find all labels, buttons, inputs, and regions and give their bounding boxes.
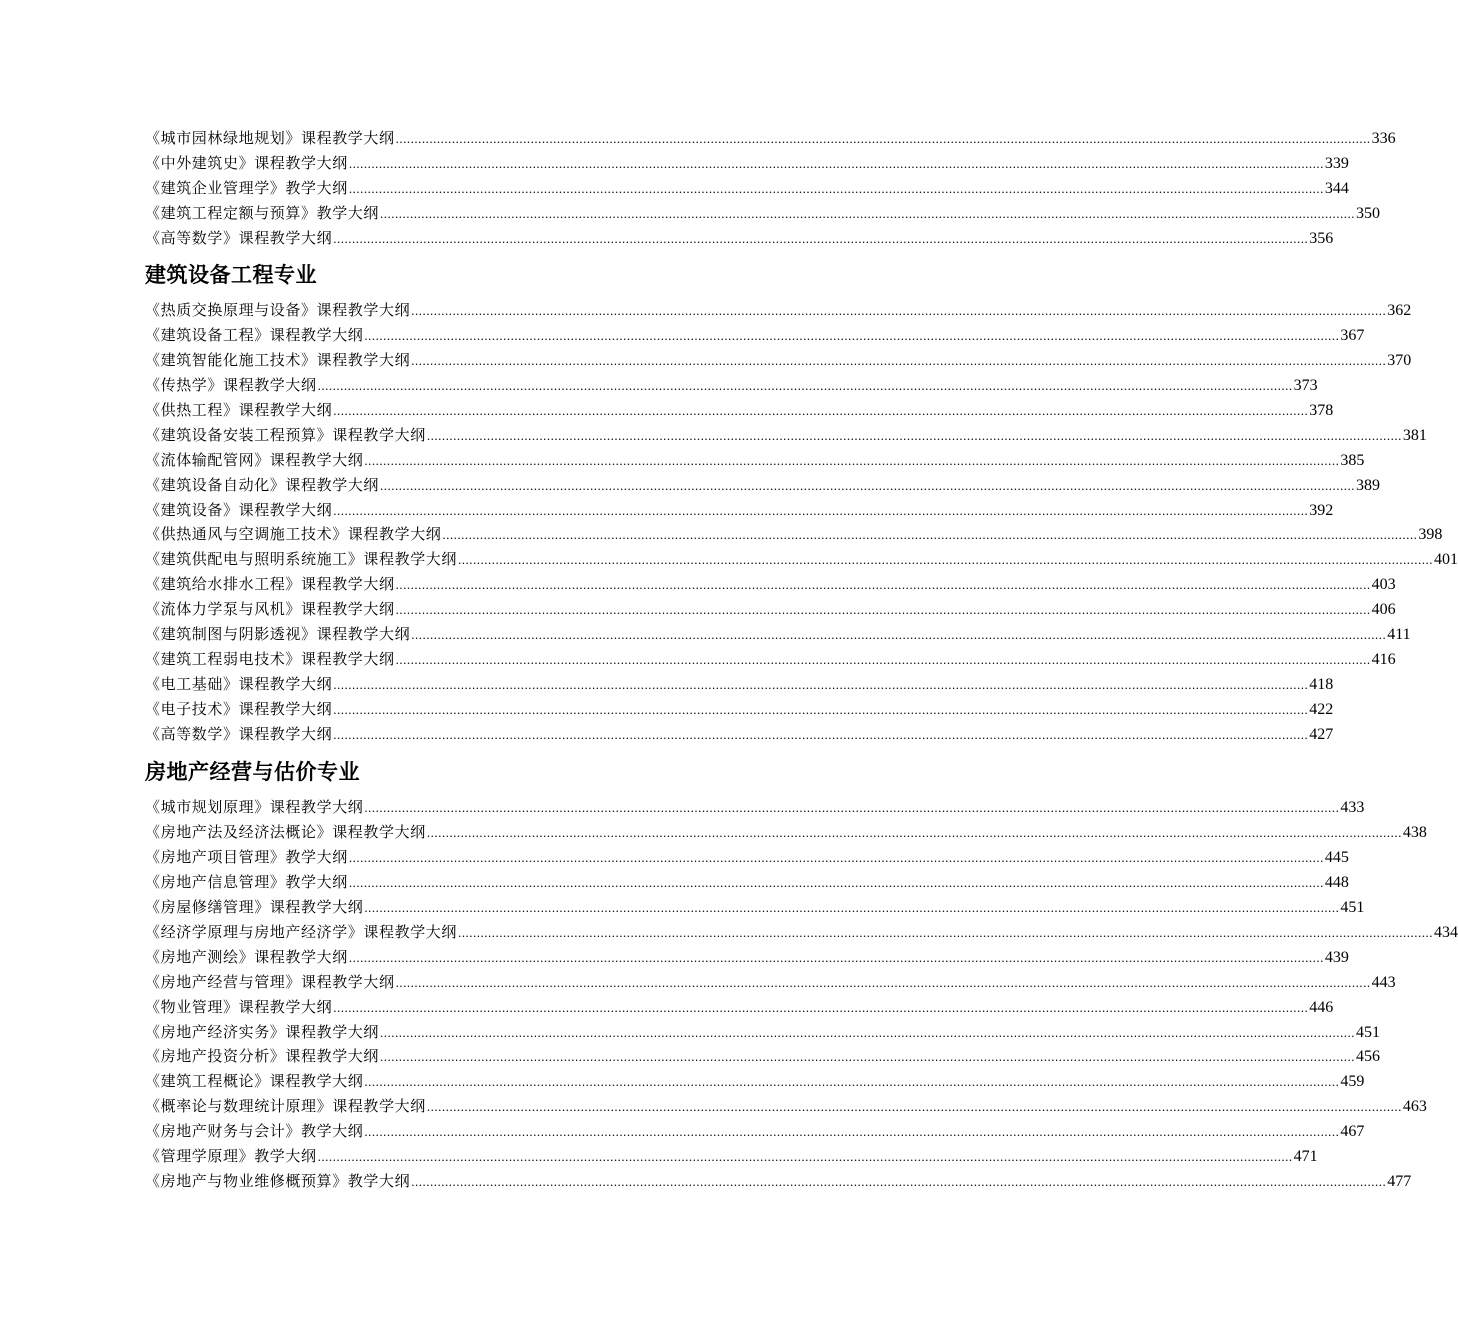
toc-entry[interactable] bbox=[145, 201, 1381, 226]
toc-entry-title: 《中外建筑史》课程教学大纲 bbox=[145, 153, 348, 172]
toc-dot-leader: .................................................................................................................................................................................................................................................................... bbox=[380, 1024, 1356, 1040]
toc-dot-leader: .................................................................................................................................................................................................................................................................... bbox=[411, 627, 1387, 643]
toc-entry-page-number: 406 bbox=[1371, 601, 1396, 619]
toc-entry-page-number: 367 bbox=[1340, 327, 1365, 345]
toc-entry-page-number: 439 bbox=[1324, 948, 1349, 966]
toc-entry-page-number: 433 bbox=[1340, 799, 1365, 817]
toc-entry-title: 《建筑制图与阴影透视》课程教学大纲 bbox=[145, 625, 411, 644]
toc-entry-page-number: 434 bbox=[1434, 923, 1458, 941]
toc-entry-title: 《城市规划原理》课程教学大纲 bbox=[145, 798, 364, 817]
toc-dot-leader: .................................................................................................................................................................................................................................................................... bbox=[364, 1074, 1340, 1090]
toc-entry[interactable] bbox=[145, 597, 1396, 622]
toc-entry[interactable] bbox=[145, 1020, 1381, 1045]
toc-dot-leader: .................................................................................................................................................................................................................................................................... bbox=[442, 527, 1418, 543]
toc-entry-title: 《流体力学泵与风机》课程教学大纲 bbox=[145, 600, 395, 619]
toc-entry-page-number: 403 bbox=[1371, 576, 1396, 594]
toc-entry-title: 《建筑设备自动化》课程教学大纲 bbox=[145, 475, 380, 494]
toc-entry-title: 《房地产经营与管理》课程教学大纲 bbox=[145, 972, 395, 991]
toc-entry-page-number: 427 bbox=[1309, 725, 1334, 743]
toc-entry-title: 《房地产投资分析》课程教学大纲 bbox=[145, 1047, 380, 1066]
toc-entry[interactable] bbox=[145, 697, 1334, 722]
toc-dot-leader: .................................................................................................................................................................................................................................................................... bbox=[333, 726, 1309, 742]
toc-entry[interactable] bbox=[145, 176, 1349, 201]
toc-dot-leader: .................................................................................................................................................................................................................................................................... bbox=[411, 1173, 1387, 1189]
toc-entry-title: 《房地产项目管理》教学大纲 bbox=[145, 848, 348, 867]
toc-entry-page-number: 370 bbox=[1387, 352, 1412, 370]
toc-entry[interactable] bbox=[145, 820, 1427, 845]
toc-entry-page-number: 471 bbox=[1293, 1147, 1318, 1165]
toc-entry-page-number: 385 bbox=[1340, 451, 1365, 469]
toc-entry-title: 《高等数学》课程教学大纲 bbox=[145, 228, 333, 247]
toc-entry-title: 《房地产法及经济法概论》课程教学大纲 bbox=[145, 823, 426, 842]
toc-entry-title: 《传热学》课程教学大纲 bbox=[145, 376, 317, 395]
toc-entry[interactable] bbox=[145, 647, 1396, 672]
toc-entry-page-number: 362 bbox=[1387, 302, 1412, 320]
toc-dot-leader: .................................................................................................................................................................................................................................................................... bbox=[333, 999, 1309, 1015]
toc-entry-page-number: 451 bbox=[1340, 899, 1365, 917]
toc-dot-leader: .................................................................................................................................................................................................................................................................... bbox=[364, 328, 1340, 344]
toc-entry-page-number: 350 bbox=[1356, 204, 1381, 222]
toc-entry-page-number: 392 bbox=[1309, 501, 1334, 519]
toc-entry-title: 《物业管理》课程教学大纲 bbox=[145, 997, 333, 1016]
toc-entry-title: 《概率论与数理统计原理》课程教学大纲 bbox=[145, 1097, 426, 1116]
toc-dot-leader: .................................................................................................................................................................................................................................................................... bbox=[458, 924, 1434, 940]
toc-section-real-estate bbox=[145, 795, 1458, 1193]
toc-entry-page-number: 456 bbox=[1356, 1048, 1381, 1066]
toc-entry[interactable] bbox=[145, 1169, 1412, 1194]
toc-entry[interactable] bbox=[145, 870, 1349, 895]
toc-entry-title: 《建筑企业管理学》教学大纲 bbox=[145, 178, 348, 197]
toc-dot-leader: .................................................................................................................................................................................................................................................................... bbox=[348, 875, 1324, 891]
toc-dot-leader: .................................................................................................................................................................................................................................................................... bbox=[411, 303, 1387, 319]
toc-entry[interactable] bbox=[145, 672, 1334, 697]
toc-entry-page-number: 389 bbox=[1356, 476, 1381, 494]
toc-entry-page-number: 422 bbox=[1309, 700, 1334, 718]
toc-entry-title: 《建筑工程定额与预算》教学大纲 bbox=[145, 203, 380, 222]
toc-entry[interactable] bbox=[145, 795, 1365, 820]
toc-dot-leader: .................................................................................................................................................................................................................................................................... bbox=[348, 949, 1324, 965]
toc-entry-page-number: 373 bbox=[1293, 377, 1318, 395]
toc-entry-title: 《建筑工程概论》课程教学大纲 bbox=[145, 1072, 364, 1091]
toc-entry[interactable] bbox=[145, 298, 1412, 323]
toc-entry[interactable] bbox=[145, 498, 1334, 523]
toc-entry-page-number: 445 bbox=[1324, 849, 1349, 867]
toc-entry[interactable] bbox=[145, 945, 1349, 970]
toc-entry-title: 《建筑设备工程》课程教学大纲 bbox=[145, 326, 364, 345]
toc-dot-leader: .................................................................................................................................................................................................................................................................... bbox=[317, 1148, 1293, 1164]
toc-dot-leader: .................................................................................................................................................................................................................................................................... bbox=[395, 131, 1371, 146]
toc-section-continued bbox=[145, 126, 1396, 250]
toc-entry-page-number: 451 bbox=[1356, 1023, 1381, 1041]
section-heading-building-equipment: 建筑设备工程专业 bbox=[145, 263, 317, 288]
toc-entry[interactable] bbox=[145, 373, 1318, 398]
toc-dot-leader: .................................................................................................................................................................................................................................................................... bbox=[395, 577, 1371, 593]
toc-dot-leader: .................................................................................................................................................................................................................................................................... bbox=[364, 452, 1340, 468]
toc-entry[interactable] bbox=[145, 722, 1334, 747]
toc-entry-page-number: 356 bbox=[1309, 229, 1334, 247]
toc-entry-title: 《房地产测绘》课程教学大纲 bbox=[145, 947, 348, 966]
toc-entry-title: 《经济学原理与房地产经济学》课程教学大纲 bbox=[145, 922, 458, 941]
toc-entry-title: 《热质交换原理与设备》课程教学大纲 bbox=[145, 301, 411, 320]
toc-entry[interactable] bbox=[145, 323, 1365, 348]
toc-entry-title: 《房屋修缮管理》课程教学大纲 bbox=[145, 898, 364, 917]
toc-entry-title: 《建筑供配电与照明系统施工》课程教学大纲 bbox=[145, 550, 458, 569]
toc-entry[interactable] bbox=[145, 126, 1396, 151]
toc-entry-page-number: 438 bbox=[1402, 824, 1427, 842]
toc-entry[interactable] bbox=[145, 1094, 1427, 1119]
toc-entry-page-number: 344 bbox=[1324, 179, 1349, 197]
toc-entry[interactable] bbox=[145, 1044, 1381, 1069]
toc-entry[interactable] bbox=[145, 522, 1443, 547]
toc-entry-title: 《房地产经济实务》课程教学大纲 bbox=[145, 1022, 380, 1041]
toc-dot-leader: .................................................................................................................................................................................................................................................................... bbox=[348, 155, 1324, 171]
toc-entry-title: 《电子技术》课程教学大纲 bbox=[145, 699, 333, 718]
toc-dot-leader: .................................................................................................................................................................................................................................................................... bbox=[364, 900, 1340, 916]
toc-entry[interactable] bbox=[145, 226, 1334, 251]
toc-entry[interactable] bbox=[145, 920, 1458, 945]
toc-dot-leader: .................................................................................................................................................................................................................................................................... bbox=[333, 701, 1309, 717]
toc-dot-leader: .................................................................................................................................................................................................................................................................... bbox=[426, 825, 1402, 841]
toc-dot-leader: .................................................................................................................................................................................................................................................................... bbox=[380, 205, 1356, 221]
toc-entry[interactable] bbox=[145, 473, 1381, 498]
section-heading-real-estate: 房地产经营与估价专业 bbox=[145, 760, 360, 785]
toc-dot-leader: .................................................................................................................................................................................................................................................................... bbox=[395, 651, 1371, 667]
toc-entry[interactable] bbox=[145, 1144, 1318, 1169]
toc-entry-title: 《房地产与物业维修概预算》教学大纲 bbox=[145, 1171, 411, 1190]
toc-dot-leader: .................................................................................................................................................................................................................................................................... bbox=[395, 974, 1371, 990]
toc-dot-leader: .................................................................................................................................................................................................................................................................... bbox=[380, 477, 1356, 493]
toc-entry-page-number: 463 bbox=[1402, 1098, 1427, 1116]
toc-entry-title: 《建筑设备》课程教学大纲 bbox=[145, 500, 333, 519]
toc-entry-page-number: 448 bbox=[1324, 874, 1349, 892]
toc-dot-leader: .................................................................................................................................................................................................................................................................... bbox=[380, 1049, 1356, 1065]
toc-dot-leader: .................................................................................................................................................................................................................................................................... bbox=[333, 403, 1309, 419]
toc-entry-page-number: 398 bbox=[1418, 526, 1443, 544]
toc-entry[interactable] bbox=[145, 622, 1411, 647]
toc-entry-title: 《房地产信息管理》教学大纲 bbox=[145, 873, 348, 892]
toc-entry-page-number: 418 bbox=[1309, 675, 1334, 693]
toc-dot-leader: .................................................................................................................................................................................................................................................................... bbox=[317, 378, 1293, 394]
toc-entry-page-number: 477 bbox=[1387, 1172, 1412, 1190]
toc-entry[interactable] bbox=[145, 845, 1349, 870]
toc-entry[interactable] bbox=[145, 547, 1458, 572]
toc-entry-page-number: 336 bbox=[1371, 130, 1396, 147]
toc-entry-page-number: 446 bbox=[1309, 998, 1334, 1016]
toc-entry-title: 《流体输配管网》课程教学大纲 bbox=[145, 450, 364, 469]
toc-dot-leader: .................................................................................................................................................................................................................................................................... bbox=[458, 552, 1434, 568]
toc-entry-title: 《建筑设备安装工程预算》课程教学大纲 bbox=[145, 425, 426, 444]
toc-entry-page-number: 467 bbox=[1340, 1123, 1365, 1141]
toc-dot-leader: .................................................................................................................................................................................................................................................................... bbox=[364, 1124, 1340, 1140]
toc-dot-leader: .................................................................................................................................................................................................................................................................... bbox=[426, 1099, 1402, 1115]
toc-entry-title: 《城市园林绿地规划》课程教学大纲 bbox=[145, 129, 395, 147]
toc-entry-title: 《供热工程》课程教学大纲 bbox=[145, 401, 333, 420]
toc-entry[interactable] bbox=[145, 970, 1396, 995]
toc-dot-leader: .................................................................................................................................................................................................................................................................... bbox=[426, 427, 1402, 443]
toc-entry-page-number: 459 bbox=[1340, 1073, 1365, 1091]
toc-entry-title: 《房地产财务与会计》教学大纲 bbox=[145, 1122, 364, 1141]
toc-entry[interactable] bbox=[145, 895, 1365, 920]
toc-entry[interactable] bbox=[145, 1119, 1365, 1144]
toc-entry-title: 《供热通风与空调施工技术》课程教学大纲 bbox=[145, 525, 442, 544]
toc-dot-leader: .................................................................................................................................................................................................................................................................... bbox=[333, 230, 1309, 246]
toc-entry-title: 《建筑智能化施工技术》课程教学大纲 bbox=[145, 351, 411, 370]
toc-dot-leader: .................................................................................................................................................................................................................................................................... bbox=[348, 850, 1324, 866]
toc-entry-title: 《管理学原理》教学大纲 bbox=[145, 1146, 317, 1165]
toc-entry-page-number: 411 bbox=[1387, 626, 1411, 644]
toc-entry[interactable] bbox=[145, 572, 1396, 597]
toc-entry-page-number: 378 bbox=[1309, 402, 1334, 420]
toc-entry[interactable] bbox=[145, 423, 1427, 448]
toc-entry-page-number: 339 bbox=[1324, 154, 1349, 172]
toc-entry-title: 《建筑给水排水工程》课程教学大纲 bbox=[145, 575, 395, 594]
toc-entry[interactable] bbox=[145, 398, 1334, 423]
toc-entry-page-number: 443 bbox=[1371, 973, 1396, 991]
toc-dot-leader: .................................................................................................................................................................................................................................................................... bbox=[333, 502, 1309, 518]
table-of-contents bbox=[145, 126, 1458, 1194]
toc-entry-title: 《高等数学》课程教学大纲 bbox=[145, 724, 333, 743]
toc-section-building-equipment bbox=[145, 298, 1458, 746]
toc-dot-leader: .................................................................................................................................................................................................................................................................... bbox=[348, 180, 1324, 196]
toc-dot-leader: .................................................................................................................................................................................................................................................................... bbox=[411, 353, 1387, 369]
toc-entry[interactable] bbox=[145, 151, 1349, 176]
toc-dot-leader: .................................................................................................................................................................................................................................................................... bbox=[364, 800, 1340, 816]
toc-entry[interactable] bbox=[145, 1069, 1365, 1094]
toc-entry[interactable] bbox=[145, 448, 1365, 473]
toc-entry[interactable] bbox=[145, 995, 1334, 1020]
toc-entry-title: 《电工基础》课程教学大纲 bbox=[145, 674, 333, 693]
toc-entry[interactable] bbox=[145, 348, 1412, 373]
toc-dot-leader: .................................................................................................................................................................................................................................................................... bbox=[395, 602, 1371, 618]
toc-dot-leader: .................................................................................................................................................................................................................................................................... bbox=[333, 676, 1309, 692]
toc-entry-title: 《建筑工程弱电技术》课程教学大纲 bbox=[145, 649, 395, 668]
toc-entry-page-number: 401 bbox=[1434, 551, 1458, 569]
toc-entry-page-number: 381 bbox=[1402, 426, 1427, 444]
toc-entry-page-number: 416 bbox=[1371, 650, 1396, 668]
